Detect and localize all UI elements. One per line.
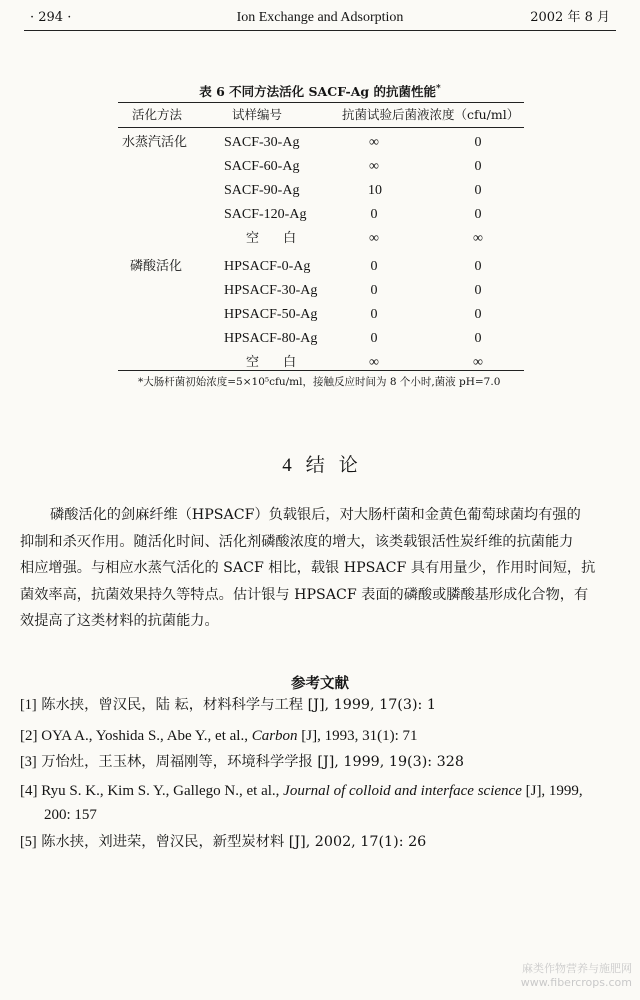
value-cell: 0 (474, 283, 482, 298)
table-top-rule (118, 102, 524, 103)
issue-date: 2002 年 8 月 (530, 10, 610, 25)
table-row (118, 256, 524, 278)
reference-text: 万怡灶，王玉林，周福刚等，环境科学学报 [J], 1999, 19(3): 328 (41, 754, 464, 770)
table-row (118, 228, 524, 250)
value-cell: ∞ (369, 159, 379, 174)
sample-cell: 空 白 (246, 231, 307, 246)
table-row (118, 304, 524, 326)
table-row (118, 204, 524, 226)
table-row (118, 132, 524, 154)
paragraph-line: 效提高了这类材料的抗菌能力。 (20, 613, 219, 629)
reference-item (20, 751, 464, 773)
value-cell: 0 (474, 307, 482, 322)
sample-cell: SACF-120-Ag (224, 207, 307, 222)
table-row (118, 328, 524, 350)
reference-continuation: 200: 157 (44, 807, 97, 823)
watermark-line: 麻类作物营养与施肥网 (522, 962, 632, 975)
page-number: · 294 · (30, 10, 72, 25)
sample-cell: SACF-30-Ag (224, 135, 300, 150)
paragraph-line: 磷酸活化的剑麻纤维（HPSACF）负载银后，对大肠杆菌和金黄色葡萄球菌均有强的 (50, 507, 581, 523)
reference-text-tail: [J], 1999, (521, 783, 583, 799)
table-caption: 表 6 不同方法活化 SACF-Ag 的抗菌性能* (199, 83, 441, 99)
caption-footnote-mark: * (436, 83, 441, 94)
reference-number: [5] (20, 834, 37, 850)
reference-number: [4] (20, 783, 38, 799)
reference-text: OYA A., Yoshida S., Abe Y., et al., (41, 728, 252, 744)
table-header-rule (118, 127, 524, 128)
value-cell: 0 (474, 207, 482, 222)
value-cell: 0 (370, 207, 378, 222)
references-heading: 参考文献 (291, 675, 349, 692)
table-header-row (118, 104, 524, 126)
value-cell: 10 (368, 183, 382, 198)
method-cell: 磷酸活化 (130, 259, 183, 274)
page-header (24, 6, 616, 31)
reference-number: [3] (20, 754, 37, 770)
reference-item (20, 694, 436, 716)
table-bottom-rule (118, 370, 524, 371)
reference-text: Ryu S. K., Kim S. Y., Gallego N., et al., (41, 783, 284, 799)
header-sample: 试样编号 (232, 107, 283, 122)
value-cell: 0 (474, 159, 482, 174)
section-heading (0, 450, 640, 477)
header-method: 活化方法 (132, 107, 183, 122)
reference-item (20, 725, 418, 747)
conclusion-paragraph (20, 502, 622, 635)
journal-name: Ion Exchange and Adsorption (236, 10, 404, 25)
value-cell: 0 (370, 259, 378, 274)
reference-item (20, 831, 426, 853)
reference-text: 陈水挟，曾汉民，陆 耘，材料科学与工程 [J], 1999, 17(3): 1 (41, 697, 437, 713)
table-row (118, 180, 524, 202)
paragraph-line: 相应增强。与相应水蒸气活化的 SACF 相比，载银 HPSACF 具有用量少，作用时间短，抗 (20, 560, 596, 576)
value-cell: ∞ (473, 355, 483, 370)
value-cell: 0 (474, 183, 482, 198)
value-cell: 0 (474, 331, 482, 346)
paragraph-line: 抑制和杀灭作用。随活化时间、活化剂磷酸浓度的增大，该类载银活性炭纤维的抗菌能力 (20, 533, 574, 550)
reference-text: 陈水挟，刘进荣，曾汉民，新型炭材料 [J], 2002, 17(1): 26 (41, 834, 427, 850)
value-cell: ∞ (369, 231, 379, 246)
reference-number: [2] (20, 728, 38, 744)
value-cell: 0 (370, 283, 378, 298)
value-cell: ∞ (369, 355, 379, 370)
reference-journal: Carbon (251, 728, 298, 744)
table-footnote: *大肠杆菌初始浓度=5×10⁵cfu/ml，接触反应时间为 8 个小时,菌液 pH=7.0 (138, 376, 501, 388)
section-number: 4 (282, 455, 292, 476)
method-cell: 水蒸汽活化 (122, 135, 188, 150)
section-title: 结 论 (305, 454, 358, 476)
value-cell: 0 (474, 259, 482, 274)
sample-cell: HPSACF-30-Ag (224, 283, 318, 298)
header-concentration: 抗菌试验后菌液浓度（cfu/ml） (342, 107, 520, 122)
table-row (118, 156, 524, 178)
sample-cell: SACF-90-Ag (224, 183, 300, 198)
sample-cell: SACF-60-Ag (224, 159, 300, 174)
value-cell: 0 (474, 135, 482, 150)
value-cell: ∞ (473, 231, 483, 246)
value-cell: 0 (370, 307, 378, 322)
watermark-line: www.fibercrops.com (520, 976, 632, 989)
value-cell: 0 (370, 331, 378, 346)
sample-cell: HPSACF-50-Ag (224, 307, 318, 322)
reference-text-tail: [J], 1993, 31(1): 71 (297, 728, 418, 744)
value-cell: ∞ (369, 135, 379, 150)
reference-item (20, 780, 583, 802)
sample-cell: HPSACF-80-Ag (224, 331, 318, 346)
site-watermark (521, 962, 632, 990)
sample-cell: 空 白 (246, 355, 307, 370)
reference-number: [1] (20, 697, 37, 713)
paragraph-line: 菌效率高，抗菌效果持久等特点。估计银与 HPSACF 表面的磷酸或膦酸基形成化合物，有 (20, 586, 589, 603)
reference-journal: Journal of colloid and interface science (283, 783, 522, 799)
sample-cell: HPSACF-0-Ag (224, 259, 311, 274)
table-row (118, 280, 524, 302)
